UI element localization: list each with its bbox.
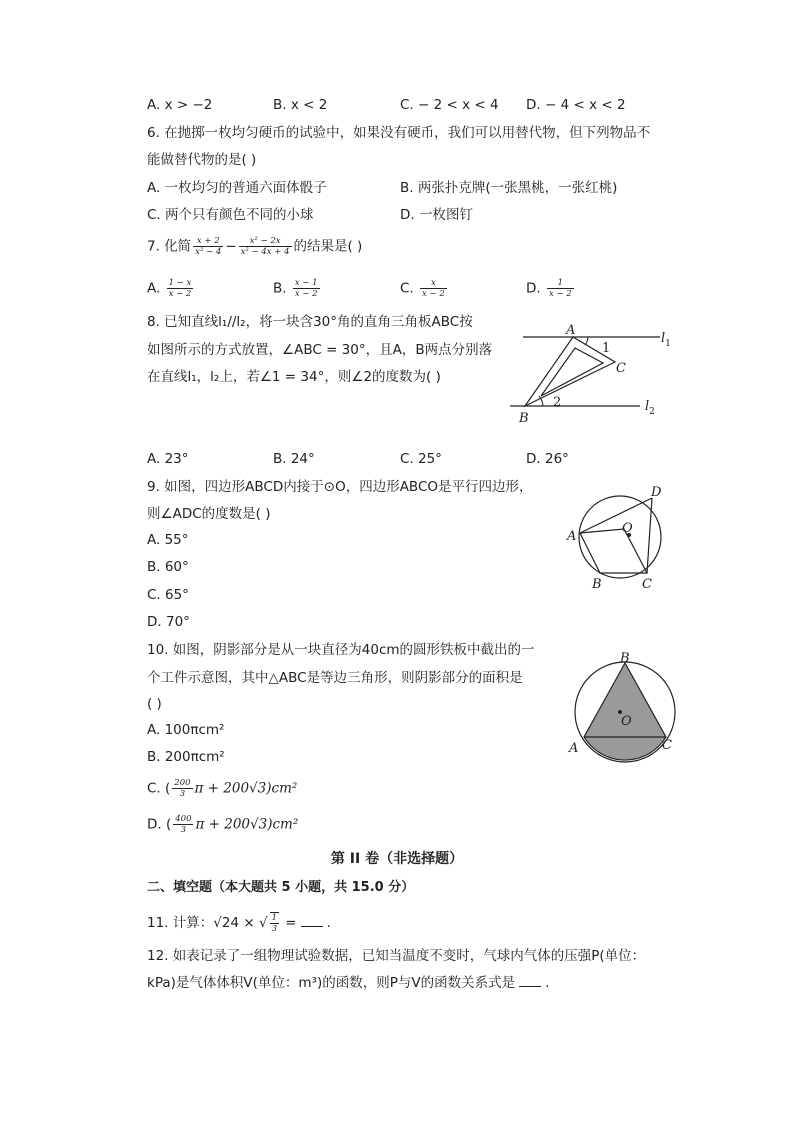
q8-label-a: A — [566, 323, 576, 338]
q5-option-a: A. x > −2 — [147, 97, 213, 113]
q12-stem-line2-text: kPa)是气体体积V(单位：m³)的函数，则P与V的函数关系式是 — [147, 975, 516, 991]
q9-stem-line1: 9. 如图，四边形ABCD内接于⊙O，四边形ABCO是平行四边形， — [147, 479, 533, 495]
q8-angle-1-arc — [585, 337, 588, 345]
q7-fraction-1 — [193, 236, 223, 257]
q8-label-l1 — [661, 331, 671, 349]
q5-option-d: D. − 4 < x < 2 — [526, 97, 626, 113]
q11-answer-blank[interactable] — [301, 914, 323, 927]
q7-option-b-num: x − 1 — [294, 278, 318, 288]
q7-option-b-den: x − 2 — [294, 289, 318, 299]
q12-answer-blank[interactable] — [519, 974, 541, 987]
q10-option-d-num: 400 — [175, 814, 192, 824]
q9-label-o: O — [622, 521, 633, 536]
q10-shaded-region — [584, 663, 666, 760]
q7-option-c-fraction — [420, 278, 447, 299]
q7-option-a-label: A. — [147, 280, 161, 297]
q8-label-angle-2: 2 — [553, 395, 562, 410]
q10-option-d-fraction — [173, 814, 193, 835]
q10-option-c-num: 200 — [174, 778, 191, 788]
q12-period: . — [545, 975, 550, 991]
q7-option-a — [147, 278, 195, 299]
q11-root-sign: √ — [258, 915, 268, 931]
q7-suffix: 的结果是( ) — [293, 238, 363, 255]
q9-option-c: C. 65° — [147, 587, 189, 603]
q10-option-a: A. 100πcm² — [147, 722, 225, 738]
q8-option-d: D. 26° — [526, 451, 569, 467]
q9-label-d: D — [651, 485, 662, 500]
q10-shaded-figure — [562, 646, 682, 764]
q7-f1-denominator: x² − 4 — [195, 247, 222, 257]
q6-option-b: B. 两张扑克牌(一张黑桃，一张红桃) — [400, 180, 618, 196]
q9-stem-line2: 则∠ADC的度数是( ) — [147, 506, 271, 522]
q12-stem-line2 — [147, 973, 549, 993]
q11-period: . — [326, 915, 331, 931]
q7-option-a-num: 1 − x — [168, 278, 192, 288]
q8-label-b: B — [519, 411, 529, 426]
q11-prefix: 11. 计算：√24 × — [147, 915, 255, 931]
q9-segment-ad — [580, 498, 652, 533]
q9-option-d: D. 70° — [147, 614, 190, 630]
q11-root-den: 3 — [271, 924, 277, 934]
q9-circle-figure — [562, 482, 678, 594]
q10-label-o: O — [621, 714, 632, 729]
q5-option-c: C. − 2 < x < 4 — [400, 97, 499, 113]
section-fill-in-heading: 二、填空题（本大题共 5 小题，共 15.0 分） — [147, 880, 415, 895]
q7-option-b — [273, 278, 322, 299]
part2-title: 第 II 卷（非选择题） — [330, 851, 464, 867]
q7-stem — [147, 236, 362, 257]
q10-option-c-rest: π + 200√3)cm² — [194, 780, 298, 797]
q10-stem-line1: 10. 如图，阴影部分是从一块直径为40cm的圆形铁板中截出的一 — [147, 642, 535, 658]
q7-fraction-2 — [239, 236, 292, 257]
q8-option-c: C. 25° — [400, 451, 442, 467]
q6-stem-line2: 能做替代物的是( ) — [147, 152, 257, 168]
q12-stem-line1: 12. 如表记录了一组物理试验数据，已知当温度不变时，气球内气体的压强P(单位： — [147, 948, 646, 964]
q7-f2-numerator: x² − 2x — [239, 236, 292, 247]
q7-option-c-label: C. — [400, 280, 414, 297]
q10-option-c: C. ( $\frac{200}{3}$ π + 200√3)cm² — [147, 778, 298, 799]
q8-option-b: B. 24° — [273, 451, 315, 467]
q6-stem-line1: 6. 在抛掷一枚均匀硬币的试验中，如果没有硬币，我们可以用替代物，但下列物品不 — [147, 125, 651, 141]
q10-label-a: A — [569, 741, 579, 756]
q8-label-l1-main: l — [661, 331, 666, 346]
q8-label-c: C — [616, 361, 626, 376]
q7-option-a-den: x − 2 — [168, 289, 192, 299]
q10-option-d-den: 3 — [180, 825, 187, 835]
q9-label-c: C — [642, 577, 652, 592]
q11-stem — [147, 912, 331, 934]
q7-option-c-den: x − 2 — [422, 289, 445, 299]
q7-option-c — [400, 278, 449, 299]
q7-option-d-fraction — [547, 278, 574, 299]
q6-option-a: A. 一枚均匀的普通六面体骰子 — [147, 180, 327, 196]
q11-root-fraction — [270, 912, 279, 934]
q10-label-c: C — [662, 738, 672, 753]
q7-option-d-den: x − 2 — [548, 289, 572, 299]
q8-label-l1-sub: 1 — [665, 339, 671, 349]
q7-f2-denominator: x² − 4x + 4 — [240, 247, 290, 257]
q9-option-a: A. 55° — [147, 532, 189, 548]
q10-option-c-fraction — [172, 778, 192, 799]
q7-option-a-fraction — [167, 278, 194, 299]
q9-option-b: B. 60° — [147, 559, 189, 575]
q8-label-l2-main: l — [645, 399, 650, 414]
q9-label-a: A — [567, 529, 577, 544]
q9-parallelogram-abco — [580, 529, 647, 573]
q8-label-l2-sub: 2 — [649, 407, 655, 417]
q6-option-d: D. 一枚图钉 — [400, 207, 473, 223]
q9-label-b: B — [592, 577, 602, 592]
q7-f1-numerator: x + 2 — [193, 236, 223, 247]
q10-option-d-label: D. — [147, 816, 162, 833]
q7-option-b-fraction — [293, 278, 320, 299]
q7-option-d — [526, 278, 576, 299]
q11-equals: = — [285, 915, 297, 931]
q8-option-a: A. 23° — [147, 451, 189, 467]
q5-option-b: B. x < 2 — [273, 97, 328, 113]
q10-label-b: B — [620, 651, 630, 666]
q10-stem-line2: 个工件示意图，其中△ABC是等边三角形，则阴影部分的面积是 — [147, 670, 523, 686]
q8-label-l2 — [645, 399, 655, 417]
q8-stem-line1: 8. 已知直线l₁//l₂，将一块含30°角的直角三角板ABC按 — [147, 314, 473, 330]
q6-option-c: C. 两个只有颜色不同的小球 — [147, 207, 314, 223]
q7-option-b-label: B. — [273, 280, 287, 297]
q7-minus: − — [225, 238, 237, 255]
q11-root-num: 1 — [271, 913, 277, 923]
q8-label-angle-1: 1 — [602, 341, 611, 356]
q8-stem-line2: 如图所示的方式放置，∠ABC = 30°，且A，B两点分别落 — [147, 342, 493, 358]
q7-option-d-label: D. — [526, 280, 541, 297]
q7-option-d-num: 1 — [547, 278, 574, 289]
q8-stem-line3: 在直线l₁，l₂上，若∠1 = 34°，则∠2的度数为( ) — [147, 369, 441, 385]
q7-option-c-num: x — [420, 278, 447, 289]
q10-option-b: B. 200πcm² — [147, 749, 225, 765]
q9-circle — [579, 496, 661, 578]
q7-prefix: 7. 化简 — [147, 238, 192, 255]
q10-option-d: D. ( $\frac{400}{3}$ π + 200√3)cm² — [147, 814, 299, 835]
q10-option-c-den: 3 — [179, 789, 186, 799]
q10-option-c-label: C. — [147, 780, 161, 797]
q10-option-d-rest: π + 200√3)cm² — [195, 816, 299, 833]
q8-triangle-figure — [505, 318, 690, 426]
q10-stem-line3: ( ) — [147, 696, 162, 712]
